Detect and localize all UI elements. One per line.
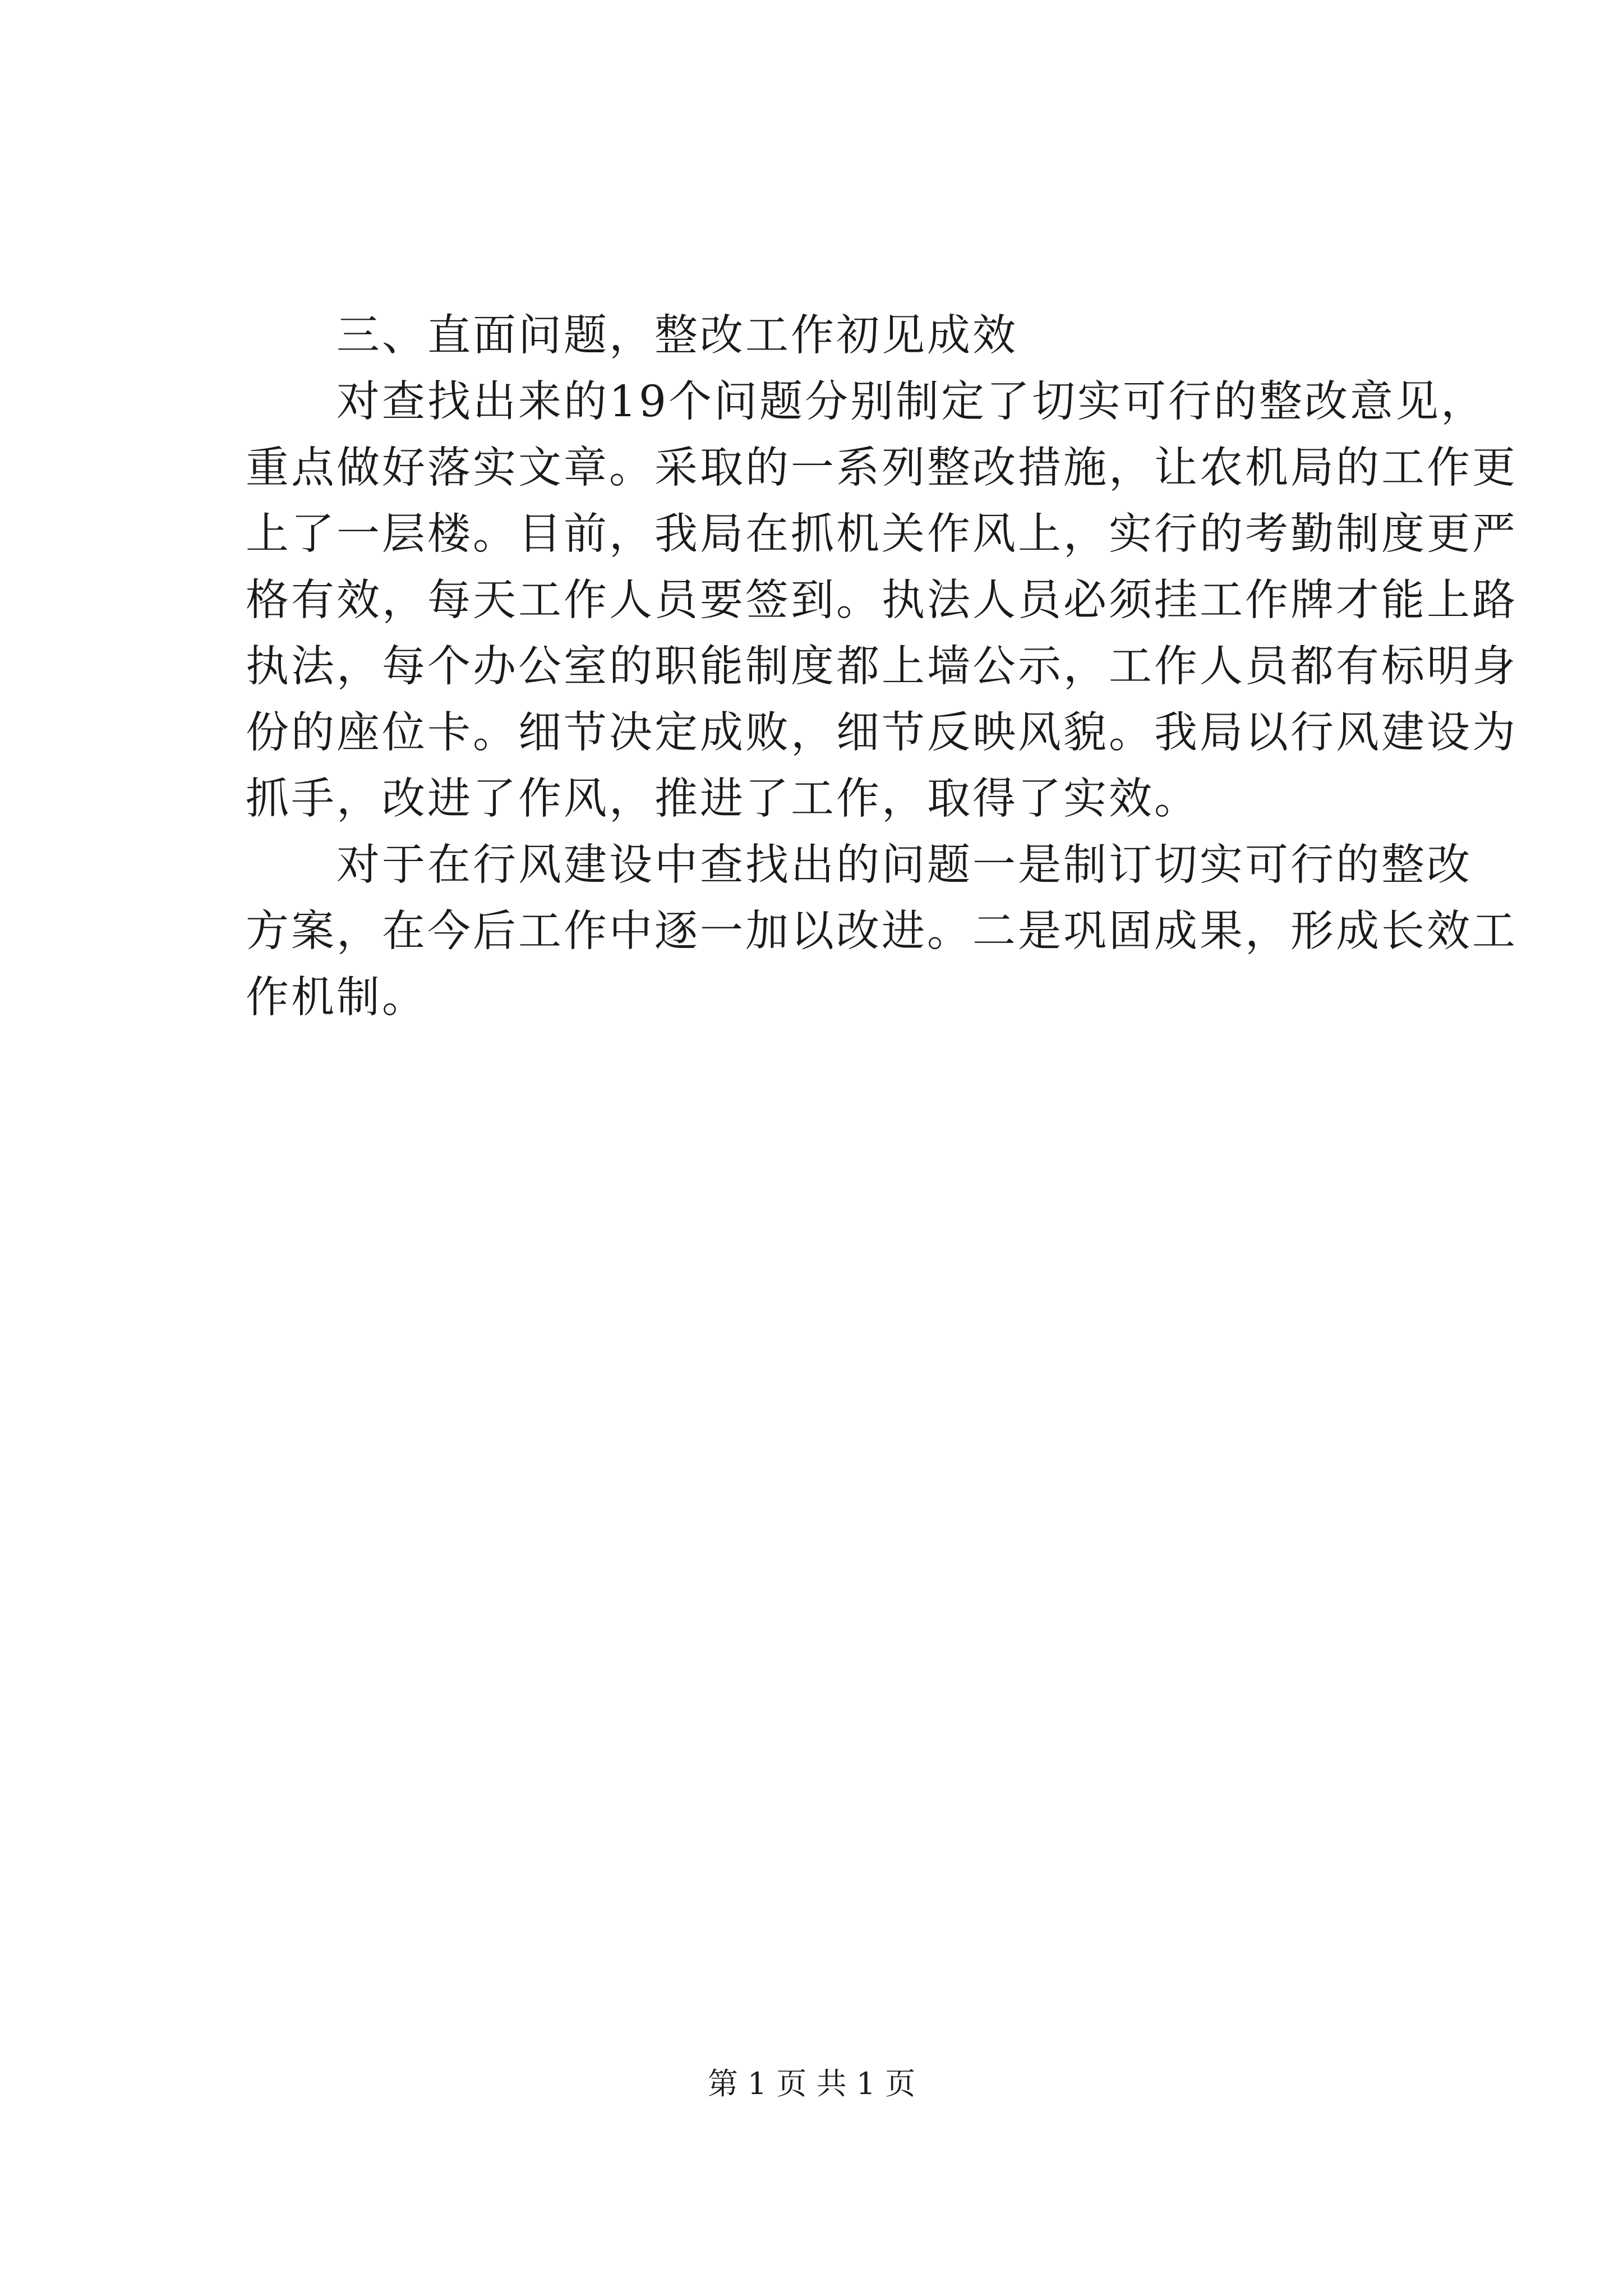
page-footer xyxy=(0,2064,1623,2104)
text-line: 重点做好落实文章。采取的一系列整改措施，让农机局的工作更 xyxy=(246,443,1518,493)
text-line: 对于在行风建设中查找出的问题一是制订切实可行的整改 xyxy=(336,840,1472,890)
text-line: 作机制。 xyxy=(246,973,427,1023)
text-line: 对查找出来的19个问题分别制定了切实可行的整改意见， xyxy=(336,377,1486,427)
text-line: 上了一层楼。目前，我局在抓机关作风上，实行的考勤制度更严 xyxy=(246,509,1518,559)
text-line: 三、直面问题，整改工作初见成效 xyxy=(336,311,1018,361)
text-line: 方案，在今后工作中逐一加以改进。二是巩固成果，形成长效工 xyxy=(246,907,1518,956)
text-line: 格有效，每天工作人员要签到。执法人员必须挂工作牌才能上路 xyxy=(246,576,1518,625)
page-number-label: 第 1 页 共 1 页 xyxy=(707,2066,916,2101)
document-body xyxy=(246,303,1518,1031)
text-line: 抓手，改进了作风，推进了工作，取得了实效。 xyxy=(246,774,1200,824)
text-line: 执法，每个办公室的职能制度都上墙公示，工作人员都有标明身 xyxy=(246,642,1518,692)
text-line: 份的座位卡。细节决定成败，细节反映风貌。我局以行风建设为 xyxy=(246,708,1518,758)
